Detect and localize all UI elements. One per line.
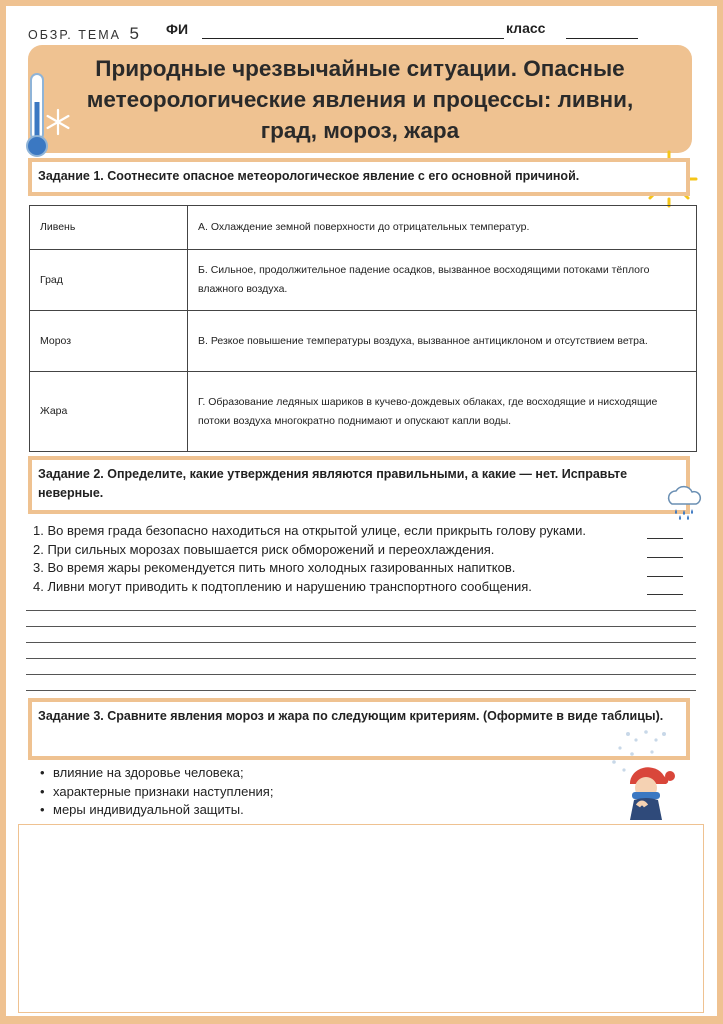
hail-cloud-icon	[664, 482, 704, 522]
definition-cell: В. Резкое повышение температуры воздуха, вызванное антициклоном и отсутствием ветра.	[188, 311, 697, 372]
writing-line[interactable]	[26, 674, 696, 675]
criteria-item: • характерные признаки наступления;	[40, 783, 273, 802]
writing-line[interactable]	[26, 626, 696, 627]
statement-item: 3. Во время жары рекомендуется пить много холодных газированных напитков.	[33, 560, 516, 575]
class-input-line[interactable]	[566, 38, 638, 39]
task2-heading: Задание 2. Определите, какие утверждения являются правильными, а какие — нет. Исправьте неверные.	[28, 456, 690, 514]
answer-blank[interactable]	[647, 538, 683, 539]
task3-heading: Задание 3. Сравните явления мороз и жара по следующим критериям. (Оформите в виде таблицы).	[28, 698, 690, 760]
table-row	[30, 372, 697, 452]
definition-cell: А. Охлаждение земной поверхности до отрицательных температур.	[188, 206, 697, 250]
answer-area[interactable]	[18, 824, 704, 1013]
table-row	[30, 206, 697, 250]
page-title: Природные чрезвычайные ситуации. Опасные метеорологические явления и процессы: ливни, град, мороз, жара	[86, 55, 634, 143]
criteria-item: • меры индивидуальной защиты.	[40, 801, 273, 820]
table-row	[30, 250, 697, 311]
name-input-line[interactable]	[202, 38, 504, 39]
statement-item: 4. Ливни могут приводить к подтоплению и нарушению транспортного сообщения.	[33, 578, 532, 594]
term-cell: Град	[30, 250, 188, 311]
table-row	[30, 311, 697, 372]
statements-list	[33, 522, 653, 596]
criteria-list	[40, 764, 273, 820]
writing-line[interactable]	[26, 610, 696, 611]
term-cell: Жара	[30, 372, 188, 452]
statement-item: 1. Во время града безопасно находиться на открытой улице, если прикрыть голову руками.	[33, 523, 586, 538]
matching-table	[29, 205, 697, 452]
answer-blank[interactable]	[647, 594, 683, 595]
worksheet-header	[22, 14, 701, 44]
term-cell: Мороз	[30, 311, 188, 372]
writing-line[interactable]	[26, 642, 696, 643]
class-label: класс	[506, 20, 546, 36]
statement-item: 2. При сильных морозах повышается риск обморожений и переохлаждения.	[33, 541, 495, 557]
task1-heading: Задание 1. Соотнесите опасное метеорологическое явление с его основной причиной.	[28, 158, 690, 196]
definition-cell: Г. Образование ледяных шариков в кучево-дождевых облаках, где восходящие и нисходящие потоки воздуха многократно поднимают и опускают капли воды.	[188, 372, 697, 452]
answer-blank[interactable]	[647, 557, 683, 558]
topic-label: ОБЗР. ТЕМА 5	[28, 24, 139, 43]
writing-line[interactable]	[26, 690, 696, 691]
answer-blank[interactable]	[647, 576, 683, 577]
title-banner	[28, 45, 692, 153]
thermometer-snowflake-icon	[26, 72, 72, 162]
definition-cell: Б. Сильное, продолжительное падение осадков, вызванное восходящими потоками тёплого влажного воздуха.	[188, 250, 697, 311]
term-cell: Ливень	[30, 206, 188, 250]
topic-number: 5	[129, 24, 139, 43]
freezing-child-icon	[606, 726, 686, 822]
criteria-item: • влияние на здоровье человека;	[40, 764, 273, 783]
name-label: ФИ	[166, 21, 189, 37]
writing-line[interactable]	[26, 658, 696, 659]
